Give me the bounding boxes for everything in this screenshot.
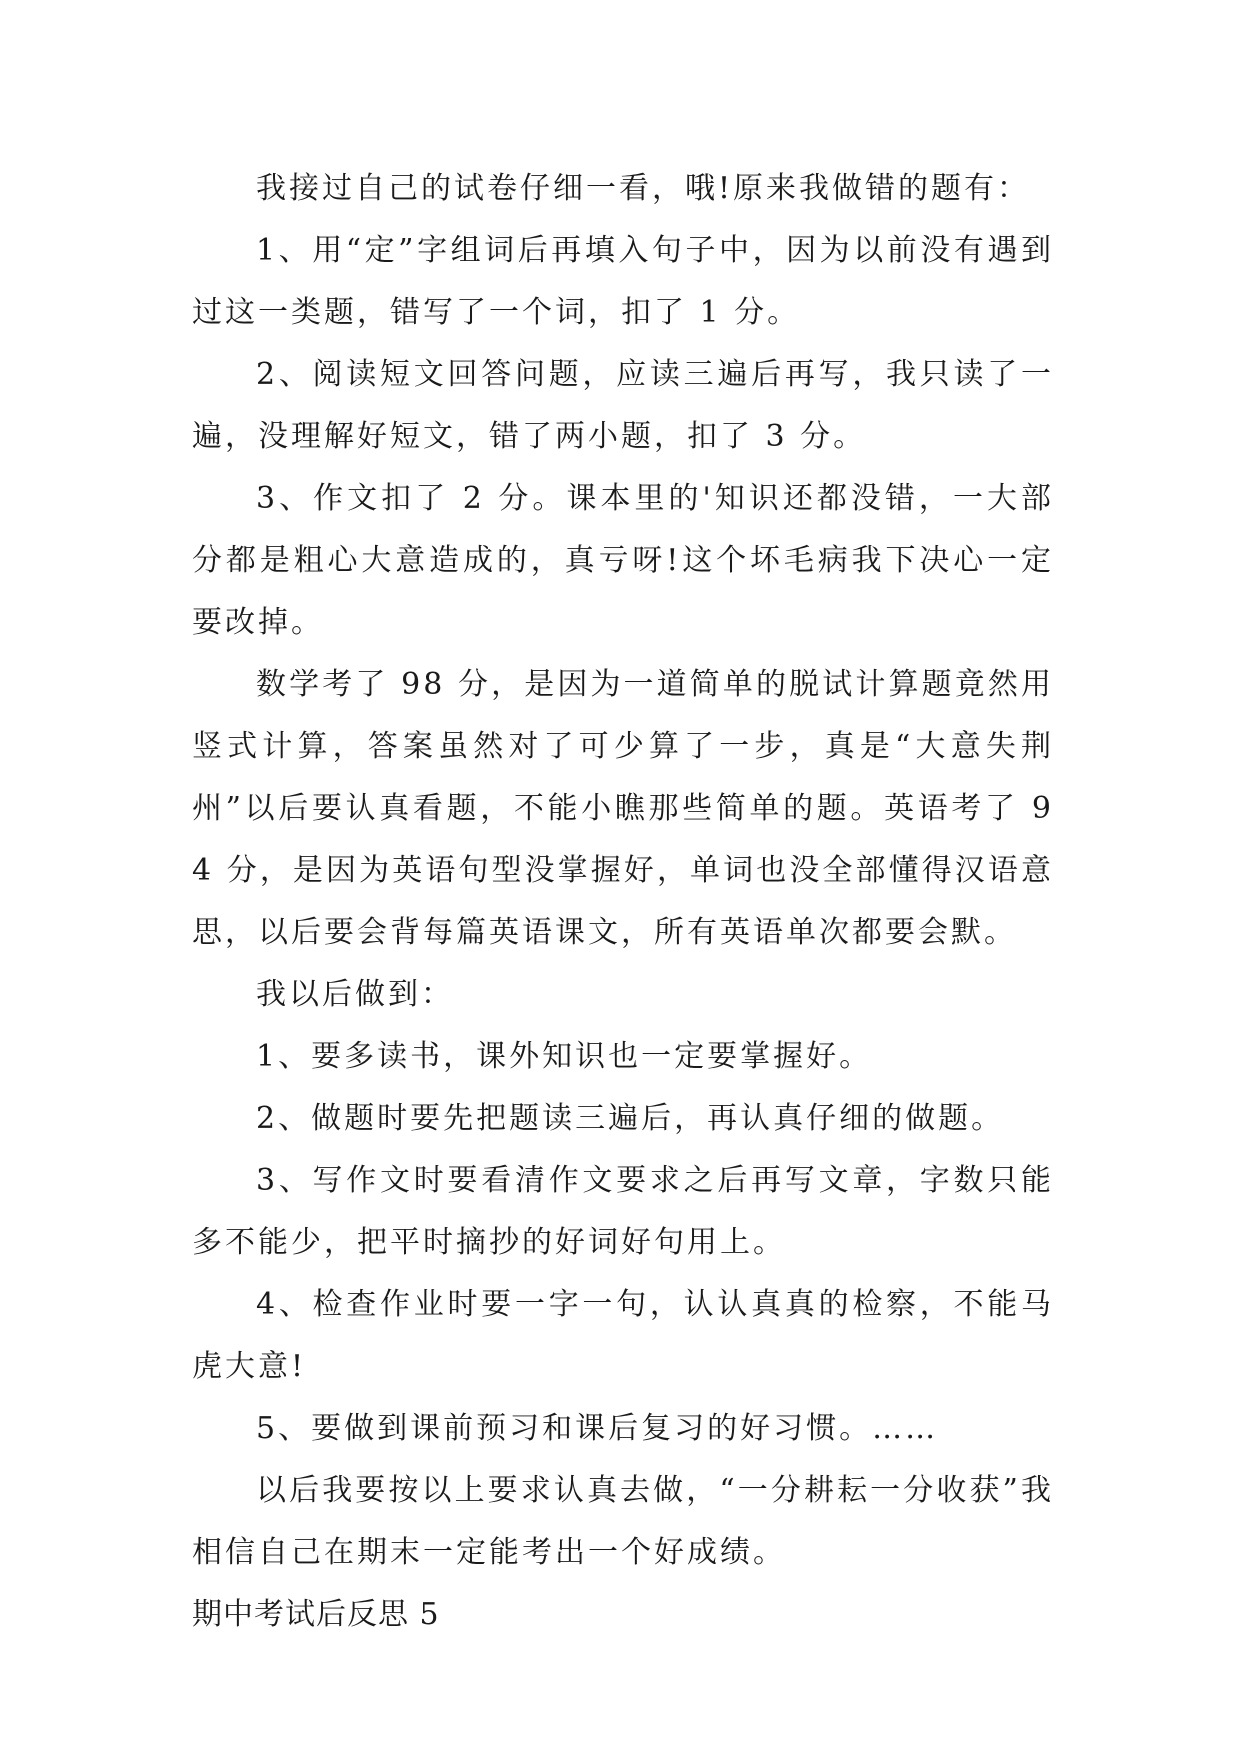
paragraph-plan-5: 5、要做到课前预习和课后复习的好习惯。…… <box>256 1411 939 1446</box>
paragraph-plan-3: 3、写作文时要看清作文要求之后再写文章，字数只能多不能少，把平时摘抄的好词好句用上。 <box>192 1163 1054 1260</box>
section-heading: 期中考试后反思 5 <box>192 1597 440 1632</box>
paragraph-plan-intro: 我以后做到： <box>256 977 454 1012</box>
paragraph-plan-2: 2、做题时要先把题读三遍后，再认真仔细的做题。 <box>256 1101 1005 1136</box>
paragraph-conclusion: 以后我要按以上要求认真去做，“一分耕耘一分收获”我相信自己在期末一定能考出一个好成绩。 <box>192 1473 1054 1570</box>
paragraph-mistake-3: 3、作文扣了 2 分。课本里的'知识还都没错，一大部分都是粗心大意造成的，真亏呀!这个坏毛病我下决心一定要改掉。 <box>192 481 1054 640</box>
paragraph-mistake-1: 1、用“定”字组词后再填入句子中，因为以前没有遇到过这一类题，错写了一个词，扣了 1 分。 <box>192 233 1054 330</box>
paragraph-mistake-2: 2、阅读短文回答问题，应读三遍后再写，我只读了一遍，没理解好短文，错了两小题，扣了 3 分。 <box>192 357 1054 454</box>
paragraph-plan-1: 1、要多读书，课外知识也一定要掌握好。 <box>256 1039 873 1074</box>
document-body <box>192 158 1054 1646</box>
paragraph-intro: 我接过自己的试卷仔细一看，哦!原来我做错的题有： <box>256 171 1031 206</box>
paragraph-math-english: 数学考了 98 分，是因为一道简单的脱试计算题竟然用竖式计算，答案虽然对了可少算了一步，真是“大意失荆州”以后要认真看题，不能小瞧那些简单的题。英语考了 94 分，是因为英语句型没掌握好，单词也没全部懂得汉语意思，以后要会背每篇英语课文，所有英语单次都要会默。 <box>192 667 1054 950</box>
paragraph-plan-4: 4、检查作业时要一字一句，认认真真的检察，不能马虎大意! <box>192 1287 1054 1384</box>
